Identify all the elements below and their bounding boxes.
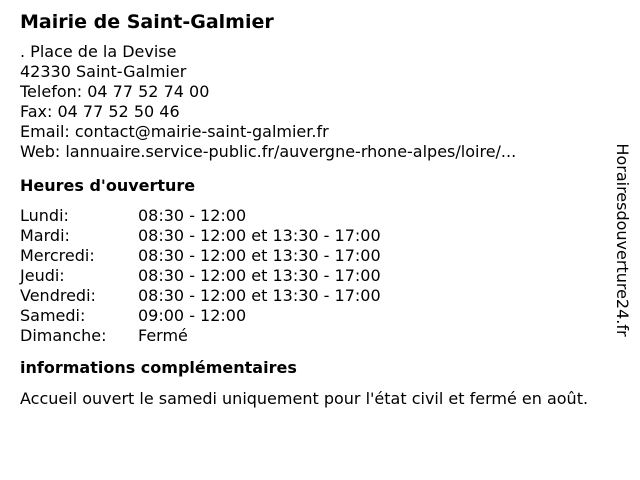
time-range: Fermé bbox=[138, 326, 188, 345]
day-label: Vendredi: bbox=[20, 286, 96, 305]
fax-number: Fax: 04 77 52 50 46 bbox=[20, 102, 180, 121]
time-range: 08:30 - 12:00 et 13:30 - 17:00 bbox=[138, 226, 381, 245]
opening-hours-table bbox=[20, 206, 600, 346]
website-link[interactable]: Web: lannuaire.service-public.fr/auvergne-rhone-alpes/loire/... bbox=[20, 142, 517, 161]
site-watermark: Horairesdouverture24.fr bbox=[613, 143, 632, 337]
time-range: 08:30 - 12:00 et 13:30 - 17:00 bbox=[138, 286, 381, 305]
additional-info-text: Accueil ouvert le samedi uniquement pour l'état civil et fermé en août. bbox=[20, 389, 589, 408]
address-city: 42330 Saint-Galmier bbox=[20, 62, 187, 81]
hours-row-tuesday bbox=[20, 226, 600, 246]
time-range: 08:30 - 12:00 et 13:30 - 17:00 bbox=[138, 246, 381, 265]
hours-row-thursday bbox=[20, 266, 600, 286]
hours-row-friday bbox=[20, 286, 600, 306]
phone-number: Telefon: 04 77 52 74 00 bbox=[20, 82, 210, 101]
day-label: Mercredi: bbox=[20, 246, 95, 265]
contact-block bbox=[20, 42, 600, 162]
day-label: Dimanche: bbox=[20, 326, 107, 345]
address-street: . Place de la Devise bbox=[20, 42, 177, 61]
time-range: 08:30 - 12:00 bbox=[138, 206, 247, 225]
day-label: Mardi: bbox=[20, 226, 70, 245]
time-range: 09:00 - 12:00 bbox=[138, 306, 247, 325]
day-label: Samedi: bbox=[20, 306, 86, 325]
additional-info-heading: informations complémentaires bbox=[20, 358, 297, 377]
hours-row-wednesday bbox=[20, 246, 600, 266]
day-label: Jeudi: bbox=[20, 266, 65, 285]
hours-row-sunday bbox=[20, 326, 600, 346]
time-range: 08:30 - 12:00 et 13:30 - 17:00 bbox=[138, 266, 381, 285]
mairie-info-card bbox=[20, 10, 600, 409]
email-address: Email: contact@mairie-saint-galmier.fr bbox=[20, 122, 329, 141]
hours-row-saturday bbox=[20, 306, 600, 326]
day-label: Lundi: bbox=[20, 206, 69, 225]
opening-hours-heading: Heures d'ouverture bbox=[20, 176, 196, 195]
hours-row-monday bbox=[20, 206, 600, 226]
page-title: Mairie de Saint-Galmier bbox=[20, 11, 274, 33]
